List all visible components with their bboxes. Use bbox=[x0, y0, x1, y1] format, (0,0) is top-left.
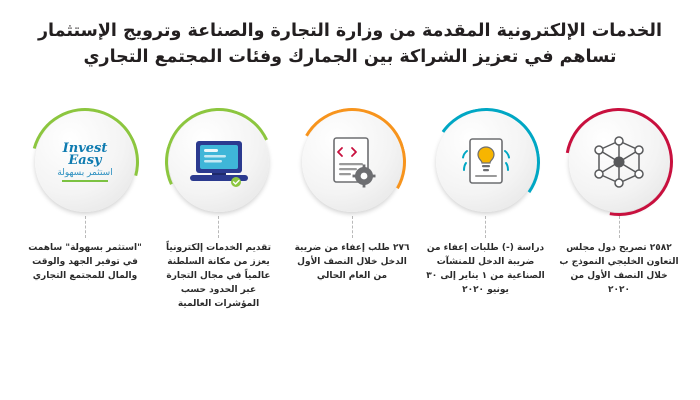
connector-line bbox=[485, 216, 486, 238]
card-caption: ٢٥٨٢ تصريح دول مجلس التعاون الخليجي النموذج ب خلال النصف الأول من ٢٠٢٠ bbox=[559, 243, 679, 295]
circle-income-tax bbox=[302, 112, 402, 212]
card-caption: دراسة (-) طلبات إعفاء من ضريبة الدخل للمنشآت الصناعية من ١ يناير إلى ٣٠ يونيو ٢٠٢٠ bbox=[426, 243, 545, 295]
invest-easy-logo-icon bbox=[35, 112, 135, 212]
card-row bbox=[22, 112, 682, 342]
card-industrial-exemption[interactable] bbox=[423, 112, 549, 298]
card-gcc-permits[interactable] bbox=[556, 112, 682, 298]
logo-divider bbox=[62, 180, 108, 182]
title-line-2: تساهم في تعزيز الشراكة بين الجمارك وفئات المجتمع التجاري bbox=[83, 47, 617, 68]
laptop-screen-icon bbox=[169, 112, 269, 212]
logo-word-invest: Invest bbox=[62, 141, 108, 157]
card-caption: "استثمر بسهولة" ساهمت في توفير الجهد والوقت والمال للمجتمع التجاري bbox=[28, 243, 142, 281]
logo-word-easy: Easy bbox=[68, 153, 102, 169]
circle-gcc-permits bbox=[569, 112, 669, 212]
card-income-tax-exemption[interactable] bbox=[289, 112, 415, 284]
document-gear-icon bbox=[302, 112, 402, 212]
connector-line bbox=[352, 216, 353, 238]
network-nodes-icon bbox=[569, 112, 669, 212]
connector-line bbox=[619, 216, 620, 238]
card-caption: ٢٧٦ طلب إعفاء من ضريبة الدخل خلال النصف الأول من العام الحالي bbox=[294, 243, 410, 281]
connector-line bbox=[85, 216, 86, 238]
page-title bbox=[0, 18, 700, 71]
logo-arabic: استثمر بسهولة bbox=[57, 167, 113, 178]
title-line-1: الخدمات الإلكترونية المقدمة من وزارة التجارة والصناعة وترويج الإستثمار bbox=[37, 21, 662, 41]
circle-invest-easy bbox=[35, 112, 135, 212]
connector-line bbox=[218, 216, 219, 238]
card-invest-easy[interactable] bbox=[22, 112, 148, 284]
card-electronic-services[interactable] bbox=[156, 112, 282, 312]
card-caption: تقديم الخدمات إلكترونياً يعزز من مكانة السلطنة عالمياً في مجال التجارة عبر الحدود حسب المؤشرات العالمية bbox=[166, 243, 271, 309]
circle-industrial-exemption bbox=[436, 112, 536, 212]
document-idea-icon bbox=[436, 112, 536, 212]
circle-electronic-services bbox=[169, 112, 269, 212]
